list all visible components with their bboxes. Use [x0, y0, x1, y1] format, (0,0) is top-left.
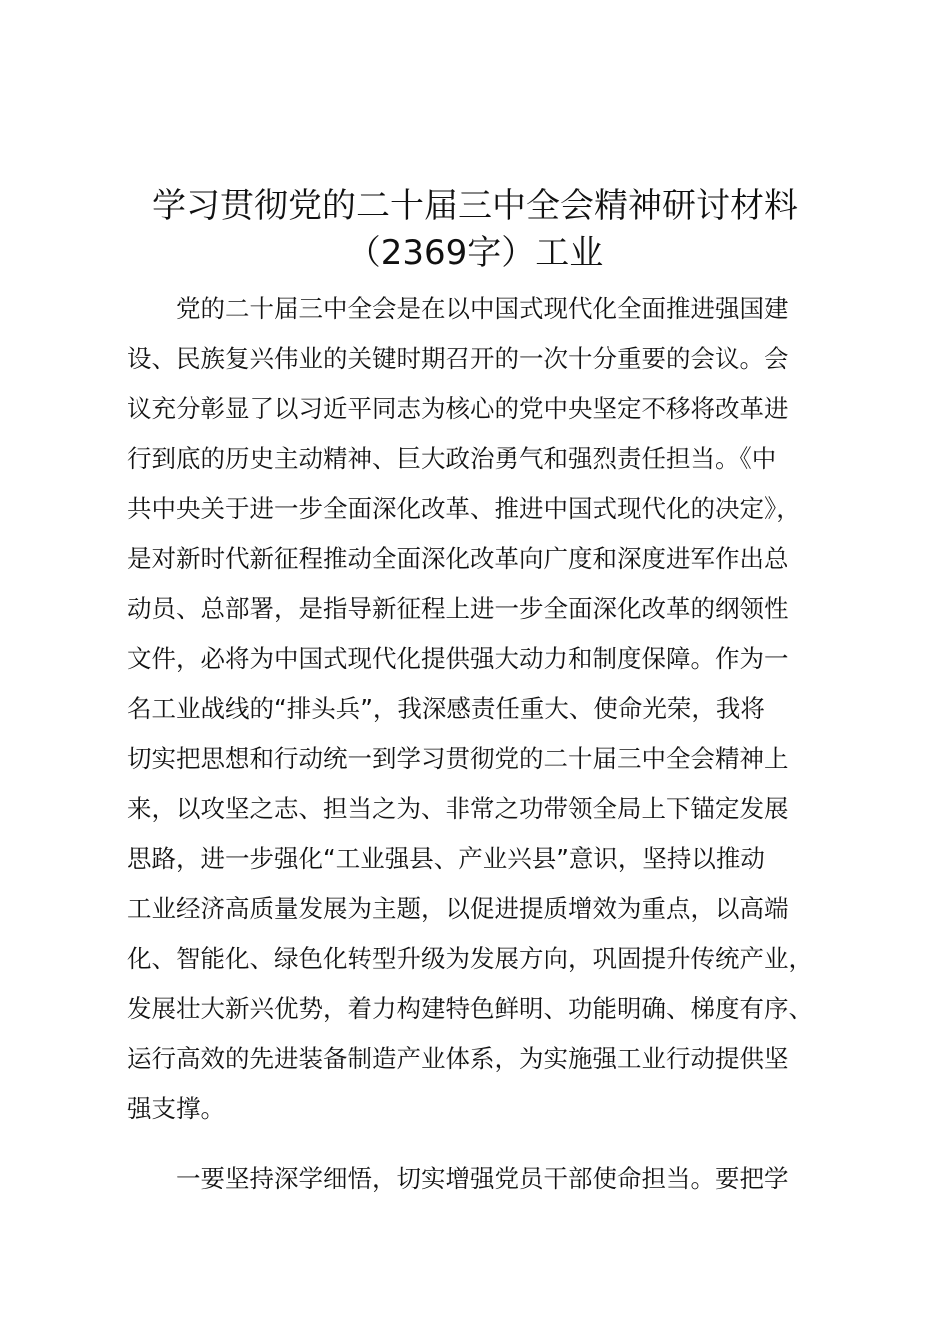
text-line: 一要坚持深学细悟，切实增强党员干部使命担当。要把学 [127, 1164, 789, 1193]
text-line: 设、民族复兴伟业的关键时期召开的一次十分重要的会议。会 [127, 344, 789, 373]
text-line: 文件，必将为中国式现代化提供强大动力和制度保障。作为一 [127, 644, 789, 673]
text-line: 切实把思想和行动统一到学习贯彻党的二十届三中全会精神上 [127, 744, 789, 773]
text-line: 动员、总部署，是指导新征程上进一步全面深化改革的纲领性 [127, 594, 789, 623]
document-body [127, 284, 847, 1204]
text-line: 来，以攻坚之志、担当之为、非常之功带领全局上下锚定发展 [127, 794, 789, 823]
text-line: 工业经济高质量发展为主题，以促进提质增效为重点，以高端 [127, 894, 789, 923]
text-line: 运行高效的先进装备制造产业体系，为实施强工业行动提供坚 [127, 1044, 789, 1073]
text-line: 共中央关于进一步全面深化改革、推进中国式现代化的决定》， [127, 494, 801, 523]
title-line: （2369字）工业 [346, 233, 604, 273]
text-line: 发展壮大新兴优势，着力构建特色鲜明、功能明确、梯度有序、 [127, 994, 813, 1023]
text-line: 行到底的历史主动精神、巨大政治勇气和强烈责任担当。《中 [127, 444, 777, 473]
document-title [100, 183, 850, 277]
title-line: 学习贯彻党的二十届三中全会精神研讨材料 [152, 186, 798, 226]
text-line: 思路，进一步强化“工业强县、产业兴县”意识，坚持以推动 [127, 844, 765, 873]
text-line: 党的二十届三中全会是在以中国式现代化全面推进强国建 [127, 294, 789, 323]
text-line: 化、智能化、绿色化转型升级为发展方向，巩固提升传统产业， [127, 944, 813, 973]
text-line: 是对新时代新征程推动全面深化改革向广度和深度进军作出总 [127, 544, 789, 573]
paragraph-1 [127, 284, 847, 1134]
text-line: 议充分彰显了以习近平同志为核心的党中央坚定不移将改革进 [127, 394, 789, 423]
paragraph-2 [127, 1154, 847, 1204]
paragraph-spacing [127, 1134, 847, 1154]
text-line: 强支撑。 [127, 1094, 225, 1123]
text-line: 名工业战线的“排头兵”，我深感责任重大、使命光荣，我将 [127, 694, 765, 723]
